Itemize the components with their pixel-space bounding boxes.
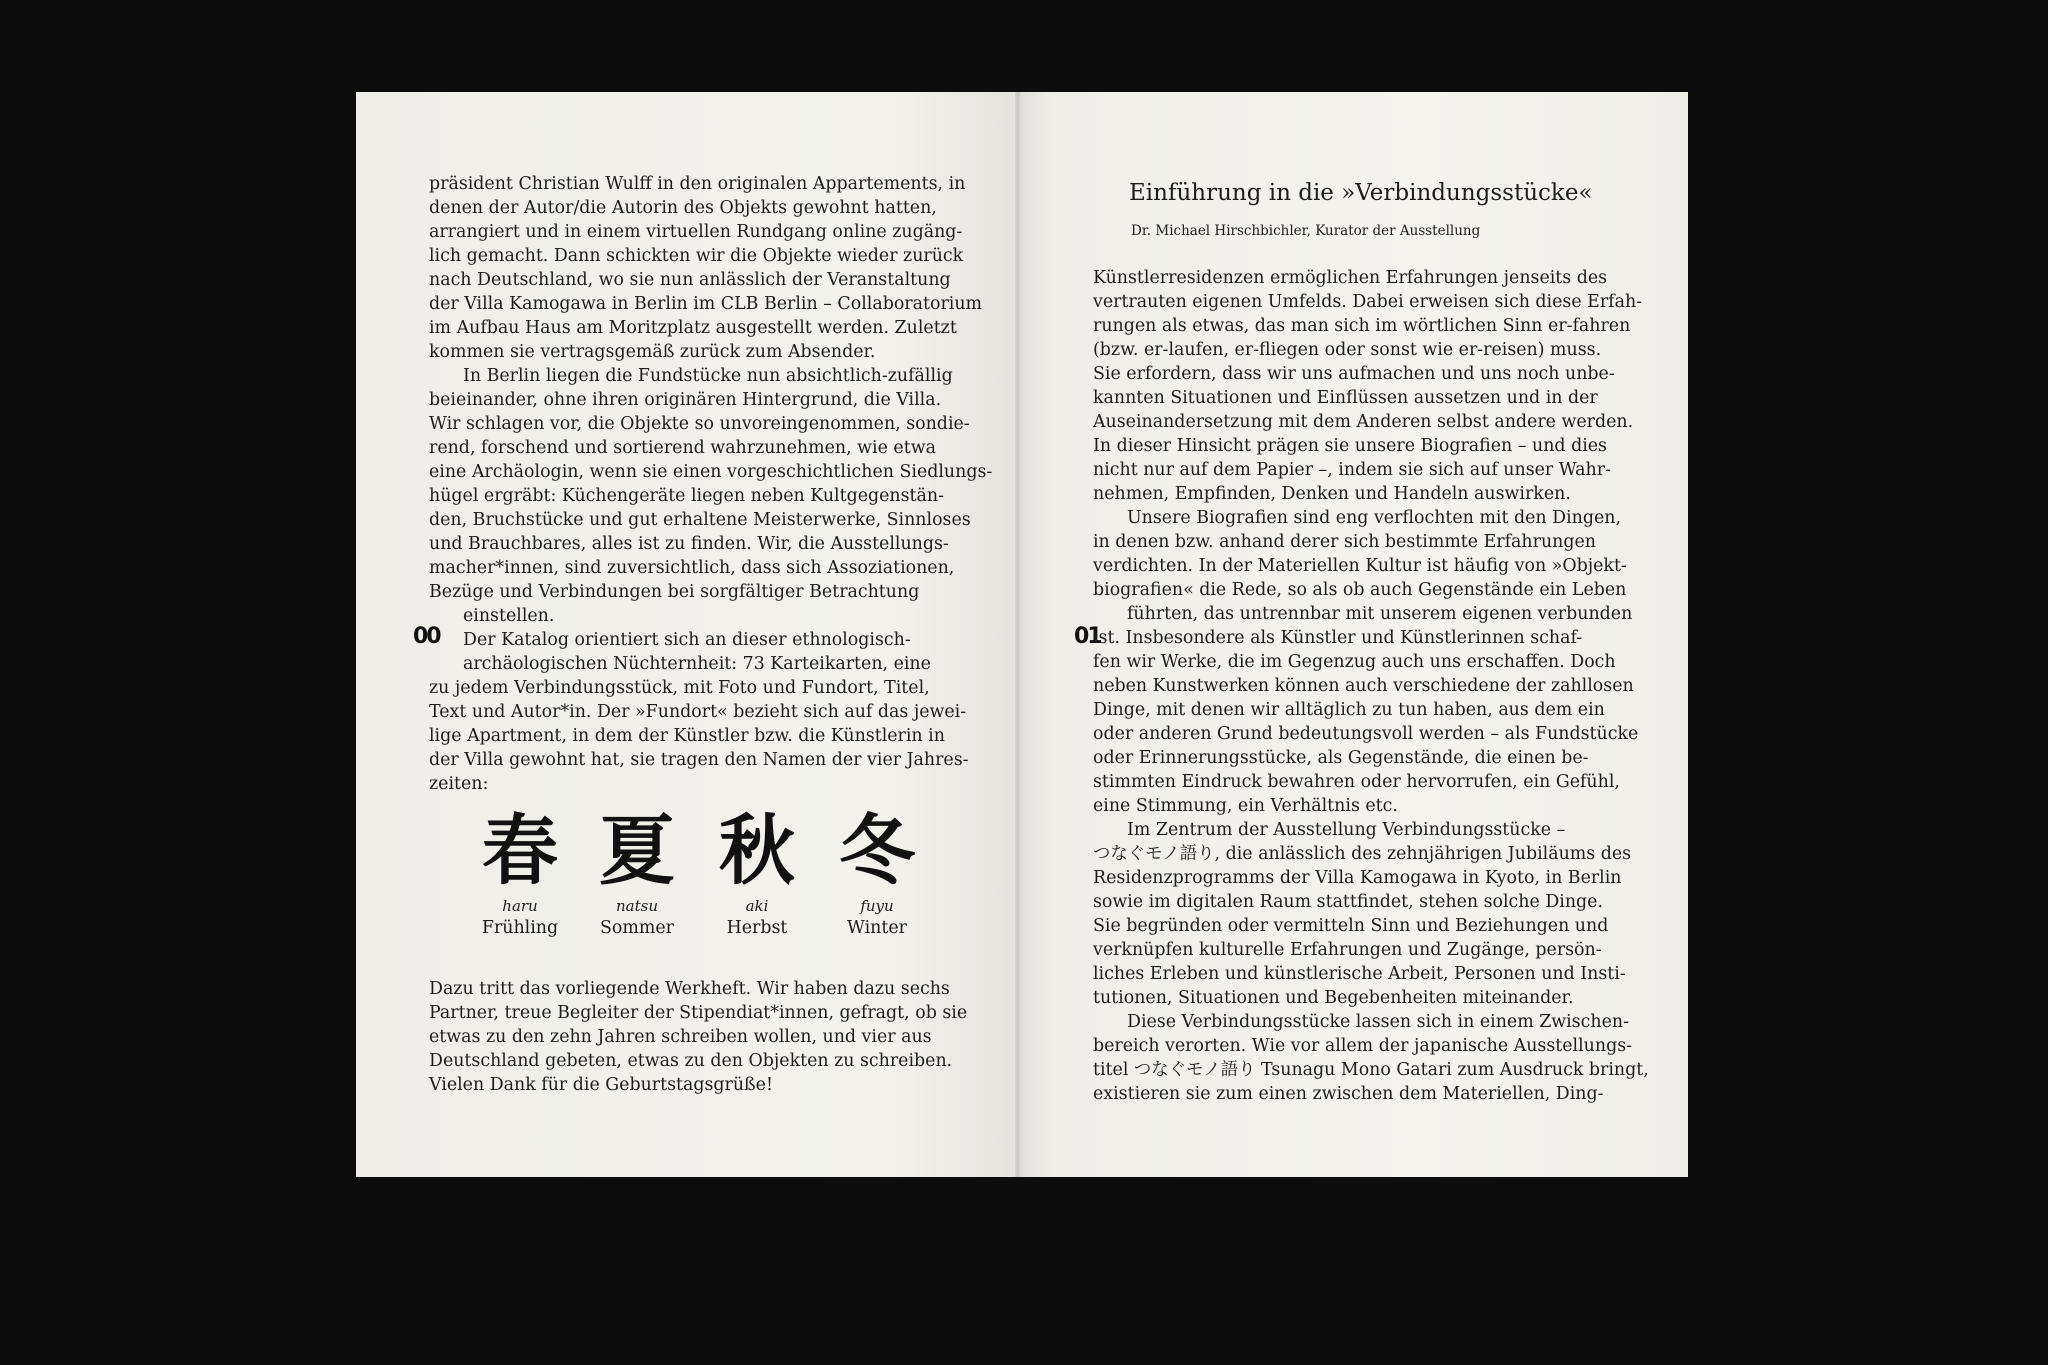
german-label: Winter bbox=[847, 918, 907, 938]
text-line: Auseinandersetzung mit dem Anderen selbst andere werden. bbox=[1093, 412, 1634, 432]
page-number-right: 01 bbox=[1074, 624, 1101, 649]
text-line: zeiten: bbox=[429, 774, 489, 794]
text-line: In Berlin liegen die Fundstücke nun absichtlich-zufällig bbox=[463, 366, 953, 386]
section-title: Einführung in die »Verbindungsstücke« bbox=[1129, 180, 1593, 206]
text-line: kannten Situationen und Einflüssen aussetzen und in der bbox=[1093, 388, 1598, 408]
page-number-left: 00 bbox=[413, 624, 440, 649]
text-line: arrangiert und in einem virtuellen Rundgang online zugäng- bbox=[429, 222, 963, 242]
left-text-column bbox=[429, 172, 993, 796]
text-line: kommen sie vertragsgemäß zurück zum Absender. bbox=[429, 342, 876, 362]
kanji-fuyu: 冬 bbox=[839, 806, 915, 895]
text-line: Residenzprogramms der Villa Kamogawa in Kyoto, in Berlin bbox=[1093, 868, 1622, 888]
romaji-label: haru bbox=[502, 897, 538, 915]
season-autumn bbox=[697, 808, 817, 940]
text-line: Dinge, mit denen wir alltäglich zu tun haben, aus dem ein bbox=[1093, 700, 1605, 720]
text-line: im Aufbau Haus am Moritzplatz ausgestellt werden. Zuletzt bbox=[429, 318, 957, 338]
text-line: einstellen. bbox=[463, 606, 555, 626]
text-line: Deutschland gebeten, etwas zu den Objekten zu schreiben. bbox=[429, 1051, 953, 1071]
text-line: Der Katalog orientiert sich an dieser ethnologisch- bbox=[463, 630, 911, 650]
season-summer bbox=[577, 808, 697, 940]
text-line: und Brauchbares, alles ist zu finden. Wir, die Ausstellungs- bbox=[429, 534, 949, 554]
text-line: Sie erfordern, dass wir uns aufmachen und uns noch unbe- bbox=[1093, 364, 1615, 384]
text-line: der Villa gewohnt hat, sie tragen den Namen der vier Jahres- bbox=[429, 750, 969, 770]
text-line: der Villa Kamogawa in Berlin im CLB Berlin – Collaboratorium bbox=[429, 294, 983, 314]
text-line: nehmen, Empfinden, Denken und Handeln auswirken. bbox=[1093, 484, 1571, 504]
text-line: Bezüge und Verbindungen bei sorgfältiger Betrachtung bbox=[429, 582, 920, 602]
romaji-label: fuyu bbox=[860, 897, 894, 915]
text-line: Unsere Biografien sind eng verflochten mit den Dingen, bbox=[1127, 508, 1621, 528]
text-line: verknüpfen kulturelle Erfahrungen und Zugänge, persön- bbox=[1093, 940, 1602, 960]
text-line: In dieser Hinsicht prägen sie unsere Biografien – und dies bbox=[1093, 436, 1607, 456]
right-text-column bbox=[1093, 266, 1649, 1106]
text-line: den, Bruchstücke und gut erhaltene Meisterwerke, Sinnloses bbox=[429, 510, 971, 530]
text-line: Künstlerresidenzen ermöglichen Erfahrungen jenseits des bbox=[1093, 268, 1608, 288]
text-line: tutionen, Situationen und Begebenheiten miteinander. bbox=[1093, 988, 1574, 1008]
text-line: macher*innen, sind zuversichtlich, dass sich Assoziationen, bbox=[429, 558, 955, 578]
text-line: Im Zentrum der Ausstellung Verbindungsstücke – bbox=[1127, 820, 1566, 840]
text-line: beieinander, ohne ihren originären Hintergrund, die Villa. bbox=[429, 390, 942, 410]
text-line: zu jedem Verbindungsstück, mit Foto und Fundort, Titel, bbox=[429, 678, 930, 698]
author-line: Dr. Michael Hirschbichler, Kurator der Ausstellung bbox=[1131, 223, 1481, 239]
text-line: rend, forschend und sortierend wahrzunehmen, wie etwa bbox=[429, 438, 936, 458]
text-line: (bzw. er-laufen, er-fliegen oder sonst wie er-reisen) muss. bbox=[1093, 340, 1602, 360]
text-line: sowie im digitalen Raum stattfindet, stehen solche Dinge. bbox=[1093, 892, 1603, 912]
text-line: lich gemacht. Dann schickten wir die Objekte wieder zurück bbox=[429, 246, 964, 266]
text-line: neben Kunstwerken können auch verschiedene der zahllosen bbox=[1093, 676, 1634, 696]
german-label: Herbst bbox=[726, 918, 788, 938]
text-line: Sie begründen oder vermitteln Sinn und Beziehungen und bbox=[1093, 916, 1609, 936]
text-line: Vielen Dank für die Geburtstagsgrüße! bbox=[429, 1075, 773, 1095]
text-line: ist. Insbesondere als Künstler und Künstlerinnen schaf- bbox=[1093, 628, 1583, 648]
text-line: titel つなぐモノ語り Tsunagu Mono Gatari zum Ausdruck bringt, bbox=[1093, 1060, 1649, 1080]
text-line: präsident Christian Wulff in den originalen Appartements, in bbox=[429, 174, 966, 194]
text-line: in denen bzw. anhand derer sich bestimmte Erfahrungen bbox=[1093, 532, 1596, 552]
text-line: führten, das untrennbar mit unserem eigenen verbunden bbox=[1127, 604, 1633, 624]
text-line: verdichten. In der Materiellen Kultur ist häufig von »Objekt- bbox=[1093, 556, 1627, 576]
kanji-natsu: 夏 bbox=[599, 806, 675, 895]
text-line: oder Erinnerungsstücke, als Gegenstände, die einen be- bbox=[1093, 748, 1589, 768]
season-spring bbox=[460, 808, 580, 940]
text-line: oder anderen Grund bedeutungsvoll werden – als Fundstücke bbox=[1093, 724, 1639, 744]
text-line: Diese Verbindungsstücke lassen sich in einem Zwischen- bbox=[1127, 1012, 1629, 1032]
text-line: nach Deutschland, wo sie nun anlässlich der Veranstaltung bbox=[429, 270, 951, 290]
text-line: つなぐモノ語り, die anlässlich des zehnjährigen Jubiläums des bbox=[1093, 844, 1632, 864]
text-line: liches Erleben und künstlerische Arbeit, Personen und Insti- bbox=[1093, 964, 1626, 984]
german-label: Sommer bbox=[600, 918, 674, 938]
text-line: eine Archäologin, wenn sie einen vorgeschichtlichen Siedlungs- bbox=[429, 462, 993, 482]
romaji-label: natsu bbox=[616, 897, 658, 915]
text-line: Dazu tritt das vorliegende Werkheft. Wir haben dazu sechs bbox=[429, 979, 950, 999]
romaji-label: aki bbox=[745, 897, 769, 915]
text-line: Text und Autor*in. Der »Fundort« bezieht sich auf das jewei- bbox=[429, 702, 967, 722]
kanji-aki: 秋 bbox=[719, 806, 795, 895]
season-winter bbox=[817, 808, 937, 940]
text-line: Wir schlagen vor, die Objekte so unvoreingenommen, sondie- bbox=[429, 414, 970, 434]
text-line: hügel ergräbt: Küchengeräte liegen neben Kultgegenstän- bbox=[429, 486, 944, 506]
seasons-illustration bbox=[460, 808, 930, 968]
text-line: Partner, treue Begleiter der Stipendiat*innen, gefragt, ob sie bbox=[429, 1003, 968, 1023]
text-line: vertrauten eigenen Umfelds. Dabei erweisen sich diese Erfah- bbox=[1093, 292, 1643, 312]
text-line: bereich verorten. Wie vor allem der japanische Ausstellungs- bbox=[1093, 1036, 1633, 1056]
left-text-column-bottom bbox=[429, 977, 968, 1097]
text-line: archäologischen Nüchternheit: 73 Karteikarten, eine bbox=[463, 654, 931, 674]
text-line: nicht nur auf dem Papier –, indem sie sich auf unser Wahr- bbox=[1093, 460, 1611, 480]
text-line: denen der Autor/die Autorin des Objekts gewohnt hatten, bbox=[429, 198, 937, 218]
text-line: eine Stimmung, ein Verhältnis etc. bbox=[1093, 796, 1398, 816]
text-line: biografien« die Rede, so als ob auch Gegenstände ein Leben bbox=[1093, 580, 1627, 600]
text-line: fen wir Werke, die im Gegenzug auch uns erschaffen. Doch bbox=[1093, 652, 1616, 672]
book-gutter bbox=[1015, 92, 1021, 1177]
text-line: existieren sie zum einen zwischen dem Materiellen, Ding- bbox=[1093, 1084, 1604, 1104]
text-line: etwas zu den zehn Jahren schreiben wollen, und vier aus bbox=[429, 1027, 932, 1047]
kanji-haru: 春 bbox=[482, 806, 558, 895]
text-line: rungen als etwas, das man sich im wörtlichen Sinn er-fahren bbox=[1093, 316, 1631, 336]
text-line: lige Apartment, in dem der Künstler bzw. die Künstlerin in bbox=[429, 726, 945, 746]
german-label: Frühling bbox=[481, 918, 559, 938]
text-line: stimmten Eindruck bewahren oder hervorrufen, ein Gefühl, bbox=[1093, 772, 1620, 792]
